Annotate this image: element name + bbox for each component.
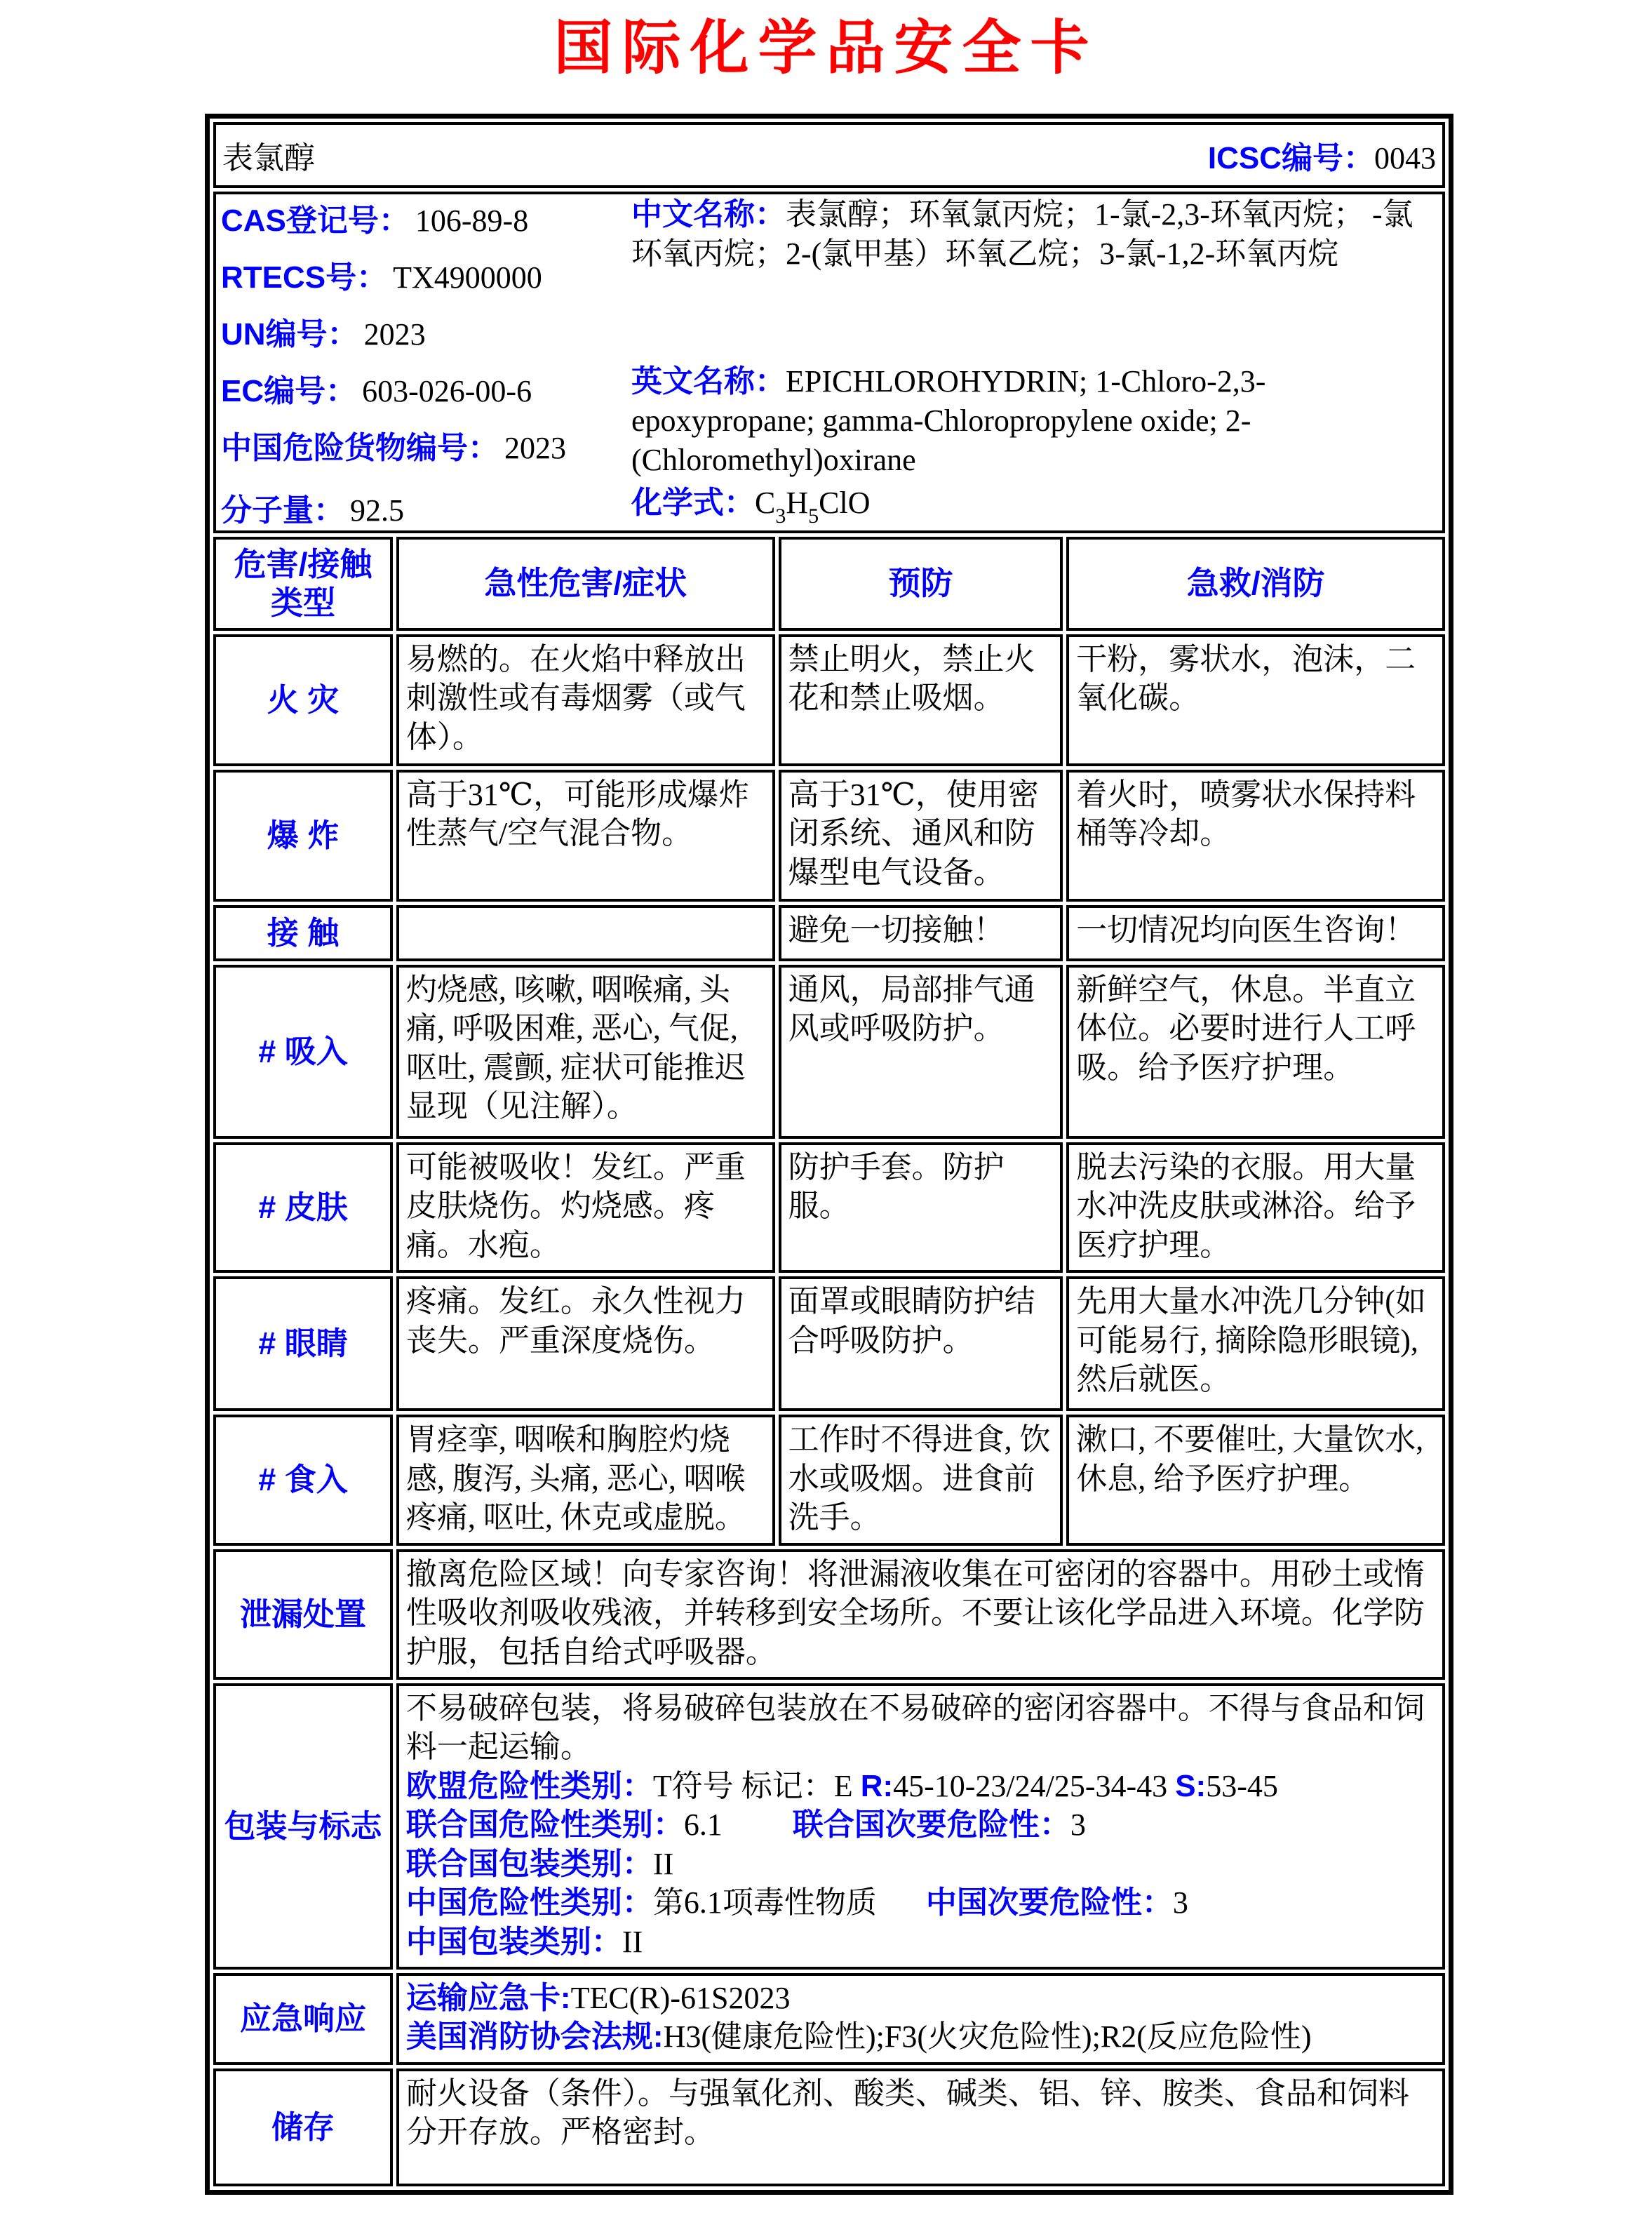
hazard-row-inhalation <box>213 965 1445 1139</box>
packaging-intro: 不易破碎包装，将易破碎包装放在不易破碎的密闭容器中。不得与食品和饲料一起运输。 <box>405 1690 1425 1765</box>
chinese-name-value: 表氯醇；环氧氯丙烷；1-氯-2,3-环氧丙烷； -氯环氧丙烷；2-(氯甲基）环氧乙烷；3-氯-1,2-环氧丙烷 <box>631 197 1413 272</box>
transport-emergency-card-line <box>406 1979 1435 2017</box>
fire-first-aid-cell: 干粉，雾状水，泡沫，二氧化碳。 <box>1066 634 1445 766</box>
un-hazard-class-label: 联合国危险性类别： <box>405 1807 684 1843</box>
molecular-weight-label: 分子量： <box>221 493 344 528</box>
skin-symptoms-cell: 可能被吸收！发红。严重皮肤烧伤。灼烧感。疼痛。水疱。 <box>396 1142 775 1273</box>
row-label-explosion: 爆 炸 <box>213 770 393 902</box>
formula-h-subscript: 5 <box>808 504 819 528</box>
row-label-fire: 火 灾 <box>213 634 393 766</box>
eyes-first-aid-cell: 先用大量水冲洗几分钟(如可能易行, 摘除隐形眼镜), 然后就医。 <box>1066 1276 1445 1411</box>
ingestion-prevention-cell: 工作时不得进食, 饮水或吸烟。进食前洗手。 <box>779 1415 1063 1545</box>
packaging-intro-line <box>406 1689 1435 1767</box>
ec-label: EC编号： <box>221 374 357 408</box>
identity-cell <box>213 192 1445 533</box>
cn-subsidiary-risk-label: 中国次要危险性： <box>925 1885 1173 1920</box>
hazard-row-contact <box>213 905 1445 961</box>
formula-label: 化学式： <box>631 485 755 520</box>
formula-line <box>631 483 1437 530</box>
row-label-packaging: 包装与标志 <box>213 1683 393 1970</box>
identifier-line-un <box>221 309 631 354</box>
col-header-first-aid: 急救/消防 <box>1066 537 1445 631</box>
row-label-contact: 接 触 <box>213 905 393 961</box>
substance-header-flex <box>217 126 1442 185</box>
hazard-row-skin <box>213 1142 1445 1273</box>
un-value: 2023 <box>363 317 426 352</box>
row-label-inhalation: # 吸入 <box>213 965 393 1139</box>
cn-hazard-class-value: 第6.1项毒性物质 <box>652 1885 877 1920</box>
hazard-row-explosion <box>213 770 1445 902</box>
substance-header-cell <box>213 122 1445 188</box>
formula-c: C <box>755 485 776 520</box>
hazard-row-fire <box>213 634 1445 766</box>
inhalation-first-aid-cell: 新鲜空气，休息。半直立体位。必要时进行人工呼吸。给予医疗护理。 <box>1066 965 1445 1139</box>
safety-card-table <box>205 114 1453 2195</box>
un-packing-group-value: II <box>652 1846 674 1881</box>
un-packing-group-line <box>406 1845 1435 1883</box>
identifier-line-molecular-weight <box>221 485 631 530</box>
contact-prevention-cell: 避免一切接触！ <box>779 905 1063 961</box>
nfpa-code-value: H3(健康危险性);F3(火灾危险性);R2(反应危险性) <box>663 2019 1312 2054</box>
r-phrases-label: R: <box>860 1768 894 1803</box>
cn-dangerous-goods-value: 2023 <box>504 431 566 465</box>
s-phrases-label: S: <box>1175 1768 1207 1803</box>
col-header-hazard-type: 危害/接触类型 <box>213 537 393 631</box>
cn-hazard-class-line <box>406 1883 1435 1922</box>
un-label: UN编号： <box>221 317 358 352</box>
icsc-number-group <box>1208 133 1436 178</box>
cas-value: 106-89-8 <box>415 203 529 238</box>
emergency-response-cell <box>396 1973 1445 2065</box>
ec-value: 603-026-00-6 <box>362 374 532 408</box>
substance-header-row <box>213 122 1445 188</box>
identity-row <box>213 192 1445 533</box>
row-label-skin: # 皮肤 <box>213 1142 393 1273</box>
inhalation-symptoms-cell: 灼烧感, 咳嗽, 咽喉痛, 头痛, 呼吸困难, 恶心, 气促, 呕吐, 震颤, 症状可能推迟显现（见注解）。 <box>396 965 775 1139</box>
english-name-label: 英文名称： <box>631 363 786 399</box>
storage-row <box>213 2068 1445 2186</box>
molecular-weight-value: 92.5 <box>350 493 404 528</box>
name-block <box>631 195 1437 530</box>
formula-c-subscript: 3 <box>775 504 786 528</box>
un-packing-group-label: 联合国包装类别： <box>405 1846 653 1881</box>
storage-cell: 耐火设备（条件）。与强氧化剂、酸类、碱类、铝、锌、胺类、食品和饲料分开存放。严格密封。 <box>396 2068 1445 2186</box>
nfpa-code-label: 美国消防协会法规: <box>405 2019 664 2054</box>
rtecs-value: TX4900000 <box>393 260 542 295</box>
identifier-list <box>221 195 631 530</box>
explosion-first-aid-cell: 着火时，喷雾状水保持料桶等冷却。 <box>1066 770 1445 902</box>
s-phrases-value: 53-45 <box>1206 1768 1278 1803</box>
identifier-line-cn-dangerous-goods <box>221 422 631 467</box>
un-hazard-class-value: 6.1 <box>683 1807 723 1843</box>
cn-packing-group-value: II <box>622 1924 643 1959</box>
eu-hazard-class-line <box>406 1767 1435 1805</box>
spill-disposal-row <box>213 1549 1445 1680</box>
fire-prevention-cell: 禁止明火，禁止火花和禁止吸烟。 <box>779 634 1063 766</box>
identifier-line-ec <box>221 366 631 410</box>
emergency-response-row <box>213 1973 1445 2065</box>
explosion-prevention-cell: 高于31℃，使用密闭系统、通风和防爆型电气设备。 <box>779 770 1063 902</box>
row-label-storage: 储存 <box>213 2068 393 2186</box>
cn-hazard-class-label: 中国危险性类别： <box>405 1885 653 1920</box>
explosion-symptoms-cell: 高于31℃，可能形成爆炸性蒸气/空气混合物。 <box>396 770 775 902</box>
un-subsidiary-risk-label: 联合国次要危险性： <box>792 1807 1070 1843</box>
skin-prevention-cell: 防护手套。防护服。 <box>779 1142 1063 1273</box>
hazard-row-ingestion <box>213 1415 1445 1545</box>
un-subsidiary-risk-value: 3 <box>1070 1807 1086 1843</box>
eyes-prevention-cell: 面罩或眼睛防护结合呼吸防护。 <box>779 1276 1063 1411</box>
cn-packing-group-line <box>406 1923 1435 1961</box>
chinese-name-line <box>631 195 1437 274</box>
transport-emergency-card-label: 运输应急卡: <box>405 1981 571 2015</box>
spill-disposal-cell: 撤离危险区域！向专家咨询！将泄漏液收集在可密闭的容器中。用砂土或惰性吸收剂吸收残液，并转移到安全场所。不要让该化学品进入环境。化学防护服，包括自给式呼吸器。 <box>396 1549 1445 1680</box>
chinese-name-label: 中文名称： <box>631 197 786 232</box>
identifier-line-cas <box>221 195 631 240</box>
contact-symptoms-cell <box>396 905 775 961</box>
transport-emergency-card-value: TEC(R)-61S2023 <box>570 1981 791 2015</box>
row-label-emergency-response: 应急响应 <box>213 1973 393 2065</box>
col-header-prevention: 预防 <box>779 537 1063 631</box>
inhalation-prevention-cell: 通风，局部排气通风或呼吸防护。 <box>779 965 1063 1139</box>
page-title: 国际化学品安全卡 <box>553 15 1099 81</box>
cn-dangerous-goods-label: 中国危险货物编号： <box>221 431 499 465</box>
col-header-acute-symptoms: 急性危害/症状 <box>396 537 775 631</box>
rtecs-label: RTECS号： <box>221 260 388 295</box>
identity-flex <box>217 192 1442 533</box>
cas-label: CAS登记号： <box>221 203 410 238</box>
ingestion-first-aid-cell: 漱口, 不要催吐, 大量饮水, 休息, 给予医疗护理。 <box>1066 1415 1445 1545</box>
ingestion-symptoms-cell: 胃痉挛, 咽喉和胸腔灼烧感, 腹泻, 头痛, 恶心, 咽喉疼痛, 呕吐, 休克或虚脱。 <box>396 1415 775 1545</box>
un-hazard-class-line <box>406 1805 1435 1844</box>
r-phrases-value: 45-10-23/24/25-34-43 <box>893 1768 1176 1803</box>
skin-first-aid-cell: 脱去污染的衣服。用大量水冲洗皮肤或淋浴。给予医疗护理。 <box>1066 1142 1445 1273</box>
cn-subsidiary-risk-value: 3 <box>1172 1885 1188 1920</box>
fire-symptoms-cell: 易燃的。在火焰中释放出刺激性或有毒烟雾（或气体）。 <box>396 634 775 766</box>
icsc-number: 0043 <box>1374 141 1436 175</box>
hazard-row-eyes <box>213 1276 1445 1411</box>
formula-rest: ClO <box>819 485 871 520</box>
icsc-label: ICSC编号： <box>1207 141 1374 175</box>
row-label-ingestion: # 食入 <box>213 1415 393 1545</box>
eu-hazard-class-label: 欧盟危险性类别： <box>405 1768 653 1803</box>
packaging-labelling-row <box>213 1683 1445 1970</box>
cn-packing-group-label: 中国包装类别： <box>405 1924 622 1959</box>
row-label-spill-disposal: 泄漏处置 <box>213 1549 393 1680</box>
hazard-table-header-row <box>213 537 1445 631</box>
english-name-line <box>631 362 1437 481</box>
packaging-cell <box>396 1683 1445 1970</box>
english-name-value: EPICHLOROHYDRIN; 1-Chloro-2,3-epoxypropane; gamma-Chloropropylene oxide; 2-(Chloromethyl)oxirane <box>631 363 1266 478</box>
identifier-line-rtecs <box>221 252 631 297</box>
eu-hazard-class-text: T符号 标记：E <box>652 1768 861 1803</box>
row-label-eyes: # 眼睛 <box>213 1276 393 1411</box>
substance-name: 表氯醇 <box>222 141 315 175</box>
contact-first-aid-cell: 一切情况均向医生咨询！ <box>1066 905 1445 961</box>
nfpa-code-line <box>406 2017 1435 2056</box>
eyes-symptoms-cell: 疼痛。发红。永久性视力丧失。严重深度烧伤。 <box>396 1276 775 1411</box>
formula-h: H <box>786 485 809 520</box>
